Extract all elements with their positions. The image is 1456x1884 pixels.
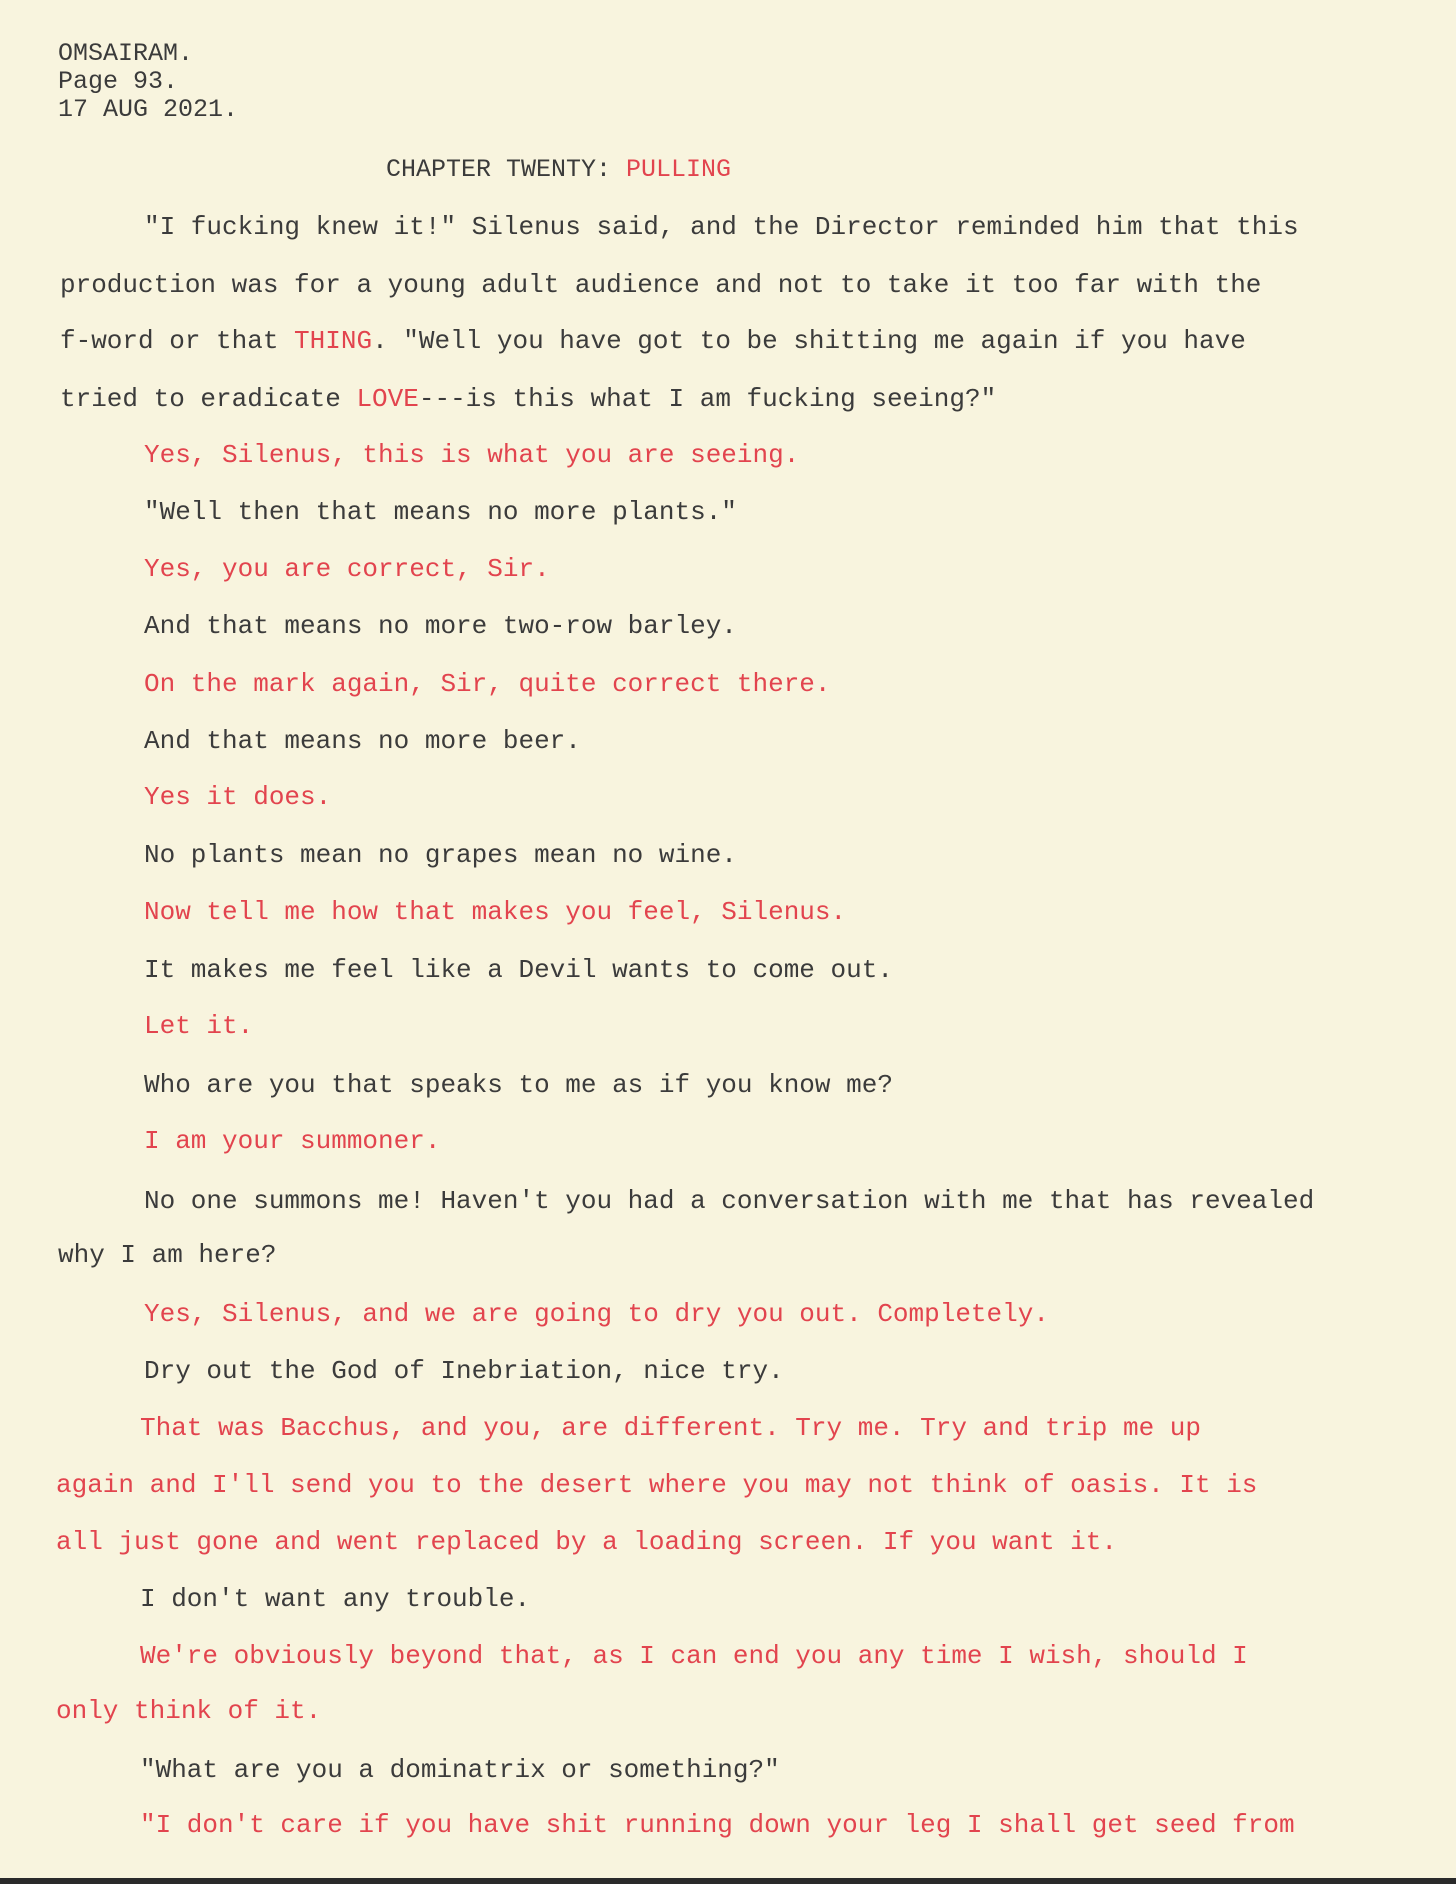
- text-line: "Well then that means no more plants.": [144, 497, 737, 527]
- text-segment: tried to eradicate: [60, 384, 357, 414]
- text-line-red: "I don't care if you have shit running down your leg I shall get seed from: [140, 1810, 1295, 1840]
- text-line: It makes me feel like a Devil wants to come out.: [144, 955, 893, 985]
- text-line: Who are you that speaks to me as if you know me?: [144, 1070, 893, 1100]
- text-line: [60, 326, 1246, 356]
- text-line-red: That was Bacchus, and you, are different. Try me. Try and trip me up: [140, 1413, 1201, 1443]
- text-line-red: Yes, Silenus, and we are going to dry you out. Completely.: [144, 1299, 1049, 1329]
- header-page-number: Page 93.: [58, 67, 179, 96]
- header-line-1: OMSAIRAM.: [58, 39, 194, 68]
- chapter-title-prefix: CHAPTER TWENTY:: [386, 155, 627, 184]
- text-segment: ---is this what I am fucking seeing?": [418, 384, 997, 414]
- text-segment: f-word or that: [60, 326, 295, 356]
- text-line: Dry out the God of Inebriation, nice try.: [144, 1356, 784, 1386]
- text-line: [60, 384, 996, 414]
- text-line-red: On the mark again, Sir, quite correct there.: [144, 669, 831, 699]
- text-line: "What are you a dominatrix or something?": [140, 1755, 780, 1785]
- text-line-red: Yes, you are correct, Sir.: [144, 554, 550, 584]
- text-line: I don't want any trouble.: [140, 1584, 531, 1614]
- header-date: 17 AUG 2021.: [58, 95, 239, 124]
- text-line: And that means no more beer.: [144, 726, 581, 756]
- text-line-red: We're obviously beyond that, as I can end you any time I wish, should I: [140, 1641, 1248, 1671]
- text-line: No one summons me! Haven't you had a conversation with me that has revealed: [144, 1186, 1315, 1216]
- scan-bottom-edge: [0, 1878, 1456, 1884]
- text-line: production was for a young adult audience and not to take it too far with the: [60, 270, 1262, 300]
- text-line: "I fucking knew it!" Silenus said, and the Director reminded him that this: [144, 212, 1299, 242]
- text-line: And that means no more two-row barley.: [144, 611, 737, 641]
- text-line-red: Now tell me how that makes you feel, Silenus.: [144, 897, 847, 927]
- text-line-red: all just gone and went replaced by a loading screen. If you want it.: [56, 1527, 1117, 1557]
- text-line-red: Yes it does.: [144, 782, 332, 812]
- text-line: No plants mean no grapes mean no wine.: [144, 840, 737, 870]
- text-line-red: again and I'll send you to the desert where you may not think of oasis. It is: [56, 1470, 1258, 1500]
- text-line-red: Let it.: [144, 1011, 254, 1041]
- text-segment-red: THING: [294, 326, 373, 356]
- chapter-title-name: PULLING: [626, 155, 732, 184]
- text-line-red: only think of it.: [56, 1696, 322, 1726]
- text-line: why I am here?: [58, 1240, 277, 1270]
- chapter-title: [386, 155, 731, 184]
- text-line-red: I am your summoner.: [144, 1126, 441, 1156]
- page-header: [58, 40, 238, 124]
- text-line-red: Yes, Silenus, this is what you are seeing.: [144, 440, 800, 470]
- text-segment-red: LOVE: [356, 384, 419, 414]
- text-segment: . "Well you have got to be shitting me again if you have: [372, 326, 1246, 356]
